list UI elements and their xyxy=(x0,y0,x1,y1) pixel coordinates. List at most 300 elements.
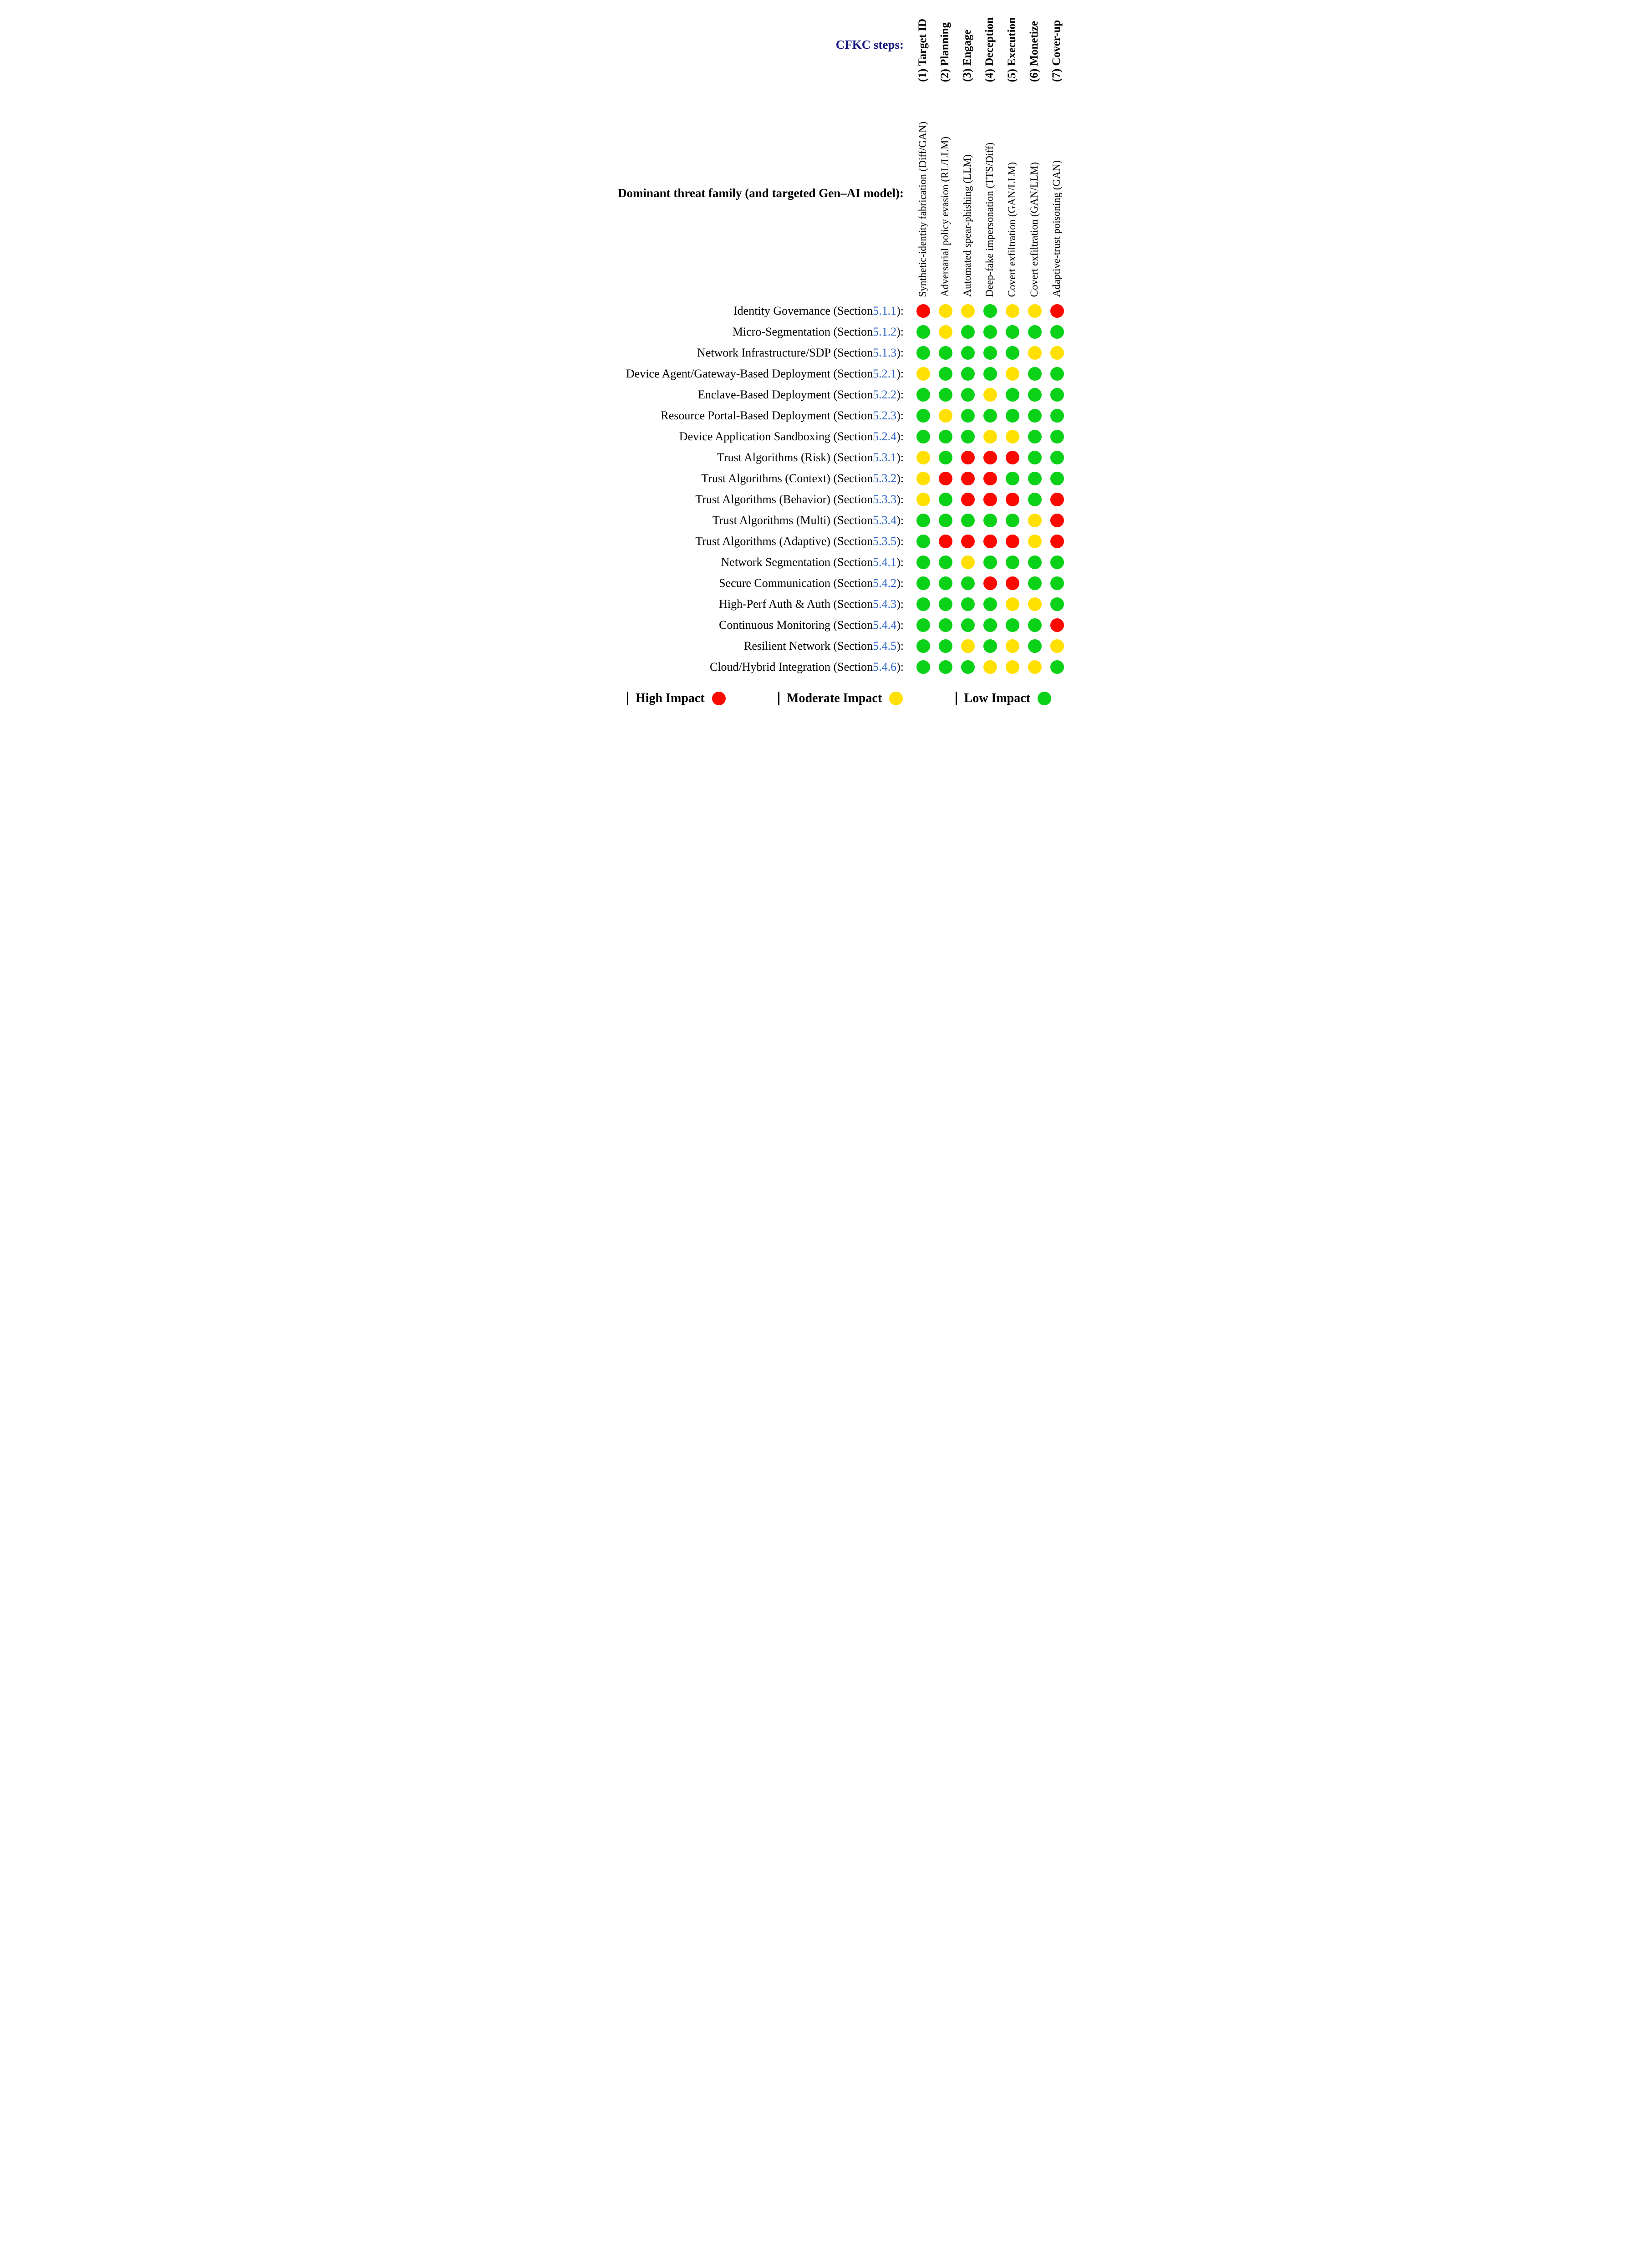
impact-cell xyxy=(912,321,934,342)
cfkc-step-cell xyxy=(1046,4,1068,86)
impact-dot-moderate xyxy=(916,472,930,485)
impact-cell xyxy=(1001,405,1023,426)
impact-cell xyxy=(979,342,1001,363)
threat-family-label: Covert exfiltration (GAN/LLM) xyxy=(1028,162,1040,297)
impact-cell xyxy=(1046,594,1068,615)
impact-dot-low xyxy=(1028,639,1042,653)
impact-cell xyxy=(1023,301,1046,321)
section-link[interactable]: 5.4.2 xyxy=(873,576,897,590)
impact-dot-high xyxy=(961,535,975,548)
impact-cell xyxy=(1001,342,1023,363)
impact-cell xyxy=(912,301,934,321)
impact-dot-low xyxy=(1028,409,1042,423)
impact-cell xyxy=(912,405,934,426)
impact-dot-low xyxy=(1006,346,1019,360)
impact-cell xyxy=(1023,510,1046,531)
defense-label-suffix: ): xyxy=(896,346,904,359)
defense-label-suffix: ): xyxy=(896,409,904,422)
impact-dot-low xyxy=(939,346,952,360)
impact-dot-moderate xyxy=(1028,514,1042,527)
section-link[interactable]: 5.1.3 xyxy=(873,346,897,359)
impact-cell xyxy=(957,510,979,531)
threat-family-cell xyxy=(1023,86,1046,301)
impact-cell xyxy=(979,301,1001,321)
impact-dot-moderate xyxy=(983,430,997,443)
impact-cell xyxy=(979,510,1001,531)
impact-cell xyxy=(957,301,979,321)
section-link[interactable]: 5.2.1 xyxy=(873,367,897,380)
impact-cell xyxy=(1001,552,1023,573)
legend-divider-bar xyxy=(956,692,957,705)
impact-cell xyxy=(1023,615,1046,636)
section-link[interactable]: 5.4.3 xyxy=(873,597,897,611)
defense-label-suffix: ): xyxy=(896,388,904,401)
impact-cell xyxy=(934,405,957,426)
defense-row-label xyxy=(565,342,912,363)
impact-cell xyxy=(1001,447,1023,468)
impact-dot-low xyxy=(1006,514,1019,527)
impact-dot-high xyxy=(961,493,975,506)
impact-cell xyxy=(957,636,979,657)
impact-dot-low xyxy=(939,493,952,506)
defense-label-suffix: ): xyxy=(896,472,904,485)
impact-cell xyxy=(957,384,979,405)
impact-dot-low xyxy=(916,660,930,674)
section-link[interactable]: 5.3.5 xyxy=(873,535,897,548)
defense-name-text: Trust Algorithms (Context) (Section xyxy=(701,472,873,485)
section-link[interactable]: 5.2.4 xyxy=(873,430,897,443)
defense-label-suffix: ): xyxy=(896,514,904,527)
impact-cell xyxy=(1001,321,1023,342)
impact-cell xyxy=(979,384,1001,405)
cfkc-step-cell xyxy=(957,4,979,86)
impact-cell xyxy=(957,342,979,363)
impact-cell xyxy=(934,510,957,531)
cfkc-step-label: (4) Deception xyxy=(983,17,996,82)
impact-cell xyxy=(1046,426,1068,447)
impact-cell xyxy=(912,552,934,573)
section-link[interactable]: 5.3.2 xyxy=(873,472,897,485)
impact-dot-moderate xyxy=(1028,346,1042,360)
legend-label-moderate: Moderate Impact xyxy=(787,691,882,705)
impact-cell xyxy=(1046,552,1068,573)
impact-cell xyxy=(979,594,1001,615)
impact-cell xyxy=(1046,384,1068,405)
defense-label-suffix: ): xyxy=(896,493,904,506)
threat-family-cell xyxy=(979,86,1001,301)
defense-label-suffix: ): xyxy=(896,535,904,548)
impact-cell xyxy=(912,384,934,405)
impact-dot-low xyxy=(1028,576,1042,590)
impact-dot-low xyxy=(1050,660,1064,674)
impact-cell xyxy=(1001,301,1023,321)
impact-cell xyxy=(979,468,1001,489)
impact-dot-low xyxy=(939,597,952,611)
impact-dot-low xyxy=(983,556,997,569)
impact-dot-low xyxy=(983,639,997,653)
impact-cell xyxy=(957,657,979,678)
impact-cell xyxy=(1001,384,1023,405)
impact-dot-low xyxy=(916,514,930,527)
impact-cell xyxy=(934,426,957,447)
impact-dot-high xyxy=(983,451,997,464)
impact-dot-low xyxy=(1050,367,1064,381)
impact-dot-low xyxy=(1050,388,1064,402)
impact-dot-low xyxy=(916,325,930,339)
impact-cell xyxy=(1046,321,1068,342)
impact-cell xyxy=(957,594,979,615)
impact-cell xyxy=(1023,636,1046,657)
defense-name-text: Enclave-Based Deployment (Section xyxy=(698,388,873,401)
impact-dot-low xyxy=(983,346,997,360)
threat-family-cell xyxy=(1046,86,1068,301)
impact-cell xyxy=(934,636,957,657)
impact-dot-moderate xyxy=(961,556,975,569)
impact-dot-moderate xyxy=(1028,660,1042,674)
impact-cell xyxy=(1023,363,1046,384)
impact-dot-low xyxy=(1028,367,1042,381)
impact-cell xyxy=(1023,489,1046,510)
impact-dot-low xyxy=(961,576,975,590)
impact-cell xyxy=(1046,657,1068,678)
impact-cell xyxy=(957,363,979,384)
defense-label-suffix: ): xyxy=(896,430,904,443)
cfkc-step-label: (5) Execution xyxy=(1006,17,1018,82)
defense-name-text: Resource Portal-Based Deployment (Section xyxy=(661,409,873,422)
impact-cell xyxy=(1001,426,1023,447)
impact-cell xyxy=(934,594,957,615)
impact-dot-low xyxy=(1006,325,1019,339)
cfkc-step-cell xyxy=(912,4,934,86)
section-link[interactable]: 5.3.1 xyxy=(873,451,897,464)
impact-dot-high xyxy=(961,451,975,464)
impact-cell xyxy=(1046,447,1068,468)
impact-cell xyxy=(957,573,979,594)
threat-family-cell xyxy=(957,86,979,301)
impact-dot-low xyxy=(1050,472,1064,485)
defense-name-text: Cloud/Hybrid Integration (Section xyxy=(709,660,873,673)
impact-cell xyxy=(1046,301,1068,321)
impact-dot-low xyxy=(916,597,930,611)
impact-dot-low xyxy=(961,325,975,339)
impact-cell xyxy=(1001,615,1023,636)
impact-cell xyxy=(912,447,934,468)
impact-dot-low xyxy=(961,409,975,423)
impact-cell xyxy=(1001,636,1023,657)
impact-dot-low xyxy=(1050,409,1064,423)
impact-cell xyxy=(1001,363,1023,384)
defense-row-label xyxy=(565,468,912,489)
impact-dot-low xyxy=(983,325,997,339)
section-link[interactable]: 5.4.4 xyxy=(873,618,897,632)
defense-row-label xyxy=(565,405,912,426)
impact-cell xyxy=(979,447,1001,468)
threat-family-label: Adversarial policy evasion (RL/LLM) xyxy=(939,137,951,297)
impact-cell xyxy=(1023,468,1046,489)
impact-cell xyxy=(1046,342,1068,363)
impact-cell xyxy=(979,363,1001,384)
impact-dot-moderate xyxy=(1006,367,1019,381)
defense-row-label xyxy=(565,384,912,405)
impact-dot-low xyxy=(961,346,975,360)
impact-dot-moderate xyxy=(1006,639,1019,653)
impact-cell xyxy=(1046,531,1068,552)
impact-cell xyxy=(1023,342,1046,363)
impact-dot-moderate xyxy=(1006,304,1019,318)
impact-dot-low xyxy=(1028,472,1042,485)
defense-row-label xyxy=(565,531,912,552)
impact-matrix xyxy=(565,4,1084,678)
threat-family-label: Automated spear-phishing (LLM) xyxy=(962,154,973,297)
impact-cell xyxy=(957,531,979,552)
impact-cell xyxy=(957,426,979,447)
legend-dot-moderate xyxy=(889,692,903,705)
impact-dot-high xyxy=(1006,493,1019,506)
impact-cell xyxy=(979,657,1001,678)
legend-label-high: High Impact xyxy=(636,691,705,705)
impact-cell xyxy=(912,426,934,447)
defense-name-text: Device Application Sandboxing (Section xyxy=(679,430,873,443)
legend-label-low: Low Impact xyxy=(964,691,1030,705)
section-link[interactable]: 5.4.6 xyxy=(873,660,897,673)
impact-legend xyxy=(565,678,1084,706)
impact-cell xyxy=(1046,510,1068,531)
impact-dot-low xyxy=(1050,430,1064,443)
impact-dot-low xyxy=(983,597,997,611)
impact-cell xyxy=(912,657,934,678)
defense-row-label xyxy=(565,447,912,468)
impact-dot-moderate xyxy=(1050,346,1064,360)
impact-cell xyxy=(1023,447,1046,468)
impact-dot-low xyxy=(916,556,930,569)
impact-dot-low xyxy=(939,514,952,527)
defense-row-label xyxy=(565,615,912,636)
impact-dot-moderate xyxy=(961,304,975,318)
impact-cell xyxy=(912,615,934,636)
impact-dot-low xyxy=(916,535,930,548)
impact-dot-low xyxy=(1006,472,1019,485)
impact-dot-moderate xyxy=(1050,639,1064,653)
defense-row-label xyxy=(565,552,912,573)
cfkc-step-label: (1) Target ID xyxy=(916,19,929,82)
section-link[interactable]: 5.4.5 xyxy=(873,639,897,652)
impact-dot-low xyxy=(1050,576,1064,590)
defense-row-label xyxy=(565,363,912,384)
impact-cell xyxy=(912,594,934,615)
impact-dot-low xyxy=(983,618,997,632)
section-link[interactable]: 5.1.2 xyxy=(873,325,897,338)
impact-cell xyxy=(1001,531,1023,552)
impact-cell xyxy=(934,552,957,573)
defense-name-text: Network Segmentation (Section xyxy=(721,556,873,569)
impact-dot-low xyxy=(983,304,997,318)
threat-family-label: Deep-fake impersonation (TTS/Diff) xyxy=(984,142,996,297)
impact-dot-moderate xyxy=(939,409,952,423)
defense-label-suffix: ): xyxy=(896,639,904,652)
defense-label-suffix: ): xyxy=(896,451,904,464)
impact-cell xyxy=(1023,405,1046,426)
impact-cell xyxy=(1046,573,1068,594)
impact-cell xyxy=(934,573,957,594)
impact-dot-high xyxy=(983,535,997,548)
impact-cell xyxy=(934,342,957,363)
impact-dot-high xyxy=(939,535,952,548)
impact-dot-moderate xyxy=(1028,304,1042,318)
cfkc-step-cell xyxy=(1001,4,1023,86)
impact-dot-low xyxy=(1006,556,1019,569)
impact-dot-high xyxy=(916,304,930,318)
defense-name-text: Continuous Monitoring (Section xyxy=(719,618,873,632)
impact-dot-low xyxy=(916,388,930,402)
impact-cell xyxy=(1023,531,1046,552)
defense-label-suffix: ): xyxy=(896,556,904,569)
impact-dot-low xyxy=(939,451,952,464)
impact-dot-low xyxy=(1006,409,1019,423)
cfkc-step-cell xyxy=(934,4,957,86)
threat-family-cell xyxy=(912,86,934,301)
impact-dot-low xyxy=(939,430,952,443)
impact-dot-low xyxy=(1050,451,1064,464)
impact-cell xyxy=(957,447,979,468)
legend-item-low xyxy=(956,691,1051,706)
legend-item-high xyxy=(627,691,726,706)
impact-cell xyxy=(912,363,934,384)
legend-item-moderate xyxy=(778,691,903,706)
impact-dot-low xyxy=(961,618,975,632)
impact-cell xyxy=(979,573,1001,594)
impact-cell xyxy=(957,468,979,489)
impact-dot-low xyxy=(939,660,952,674)
cfkc-step-cell xyxy=(1023,4,1046,86)
impact-dot-high xyxy=(1006,535,1019,548)
legend-divider-bar xyxy=(778,692,779,705)
impact-cell xyxy=(1023,657,1046,678)
impact-dot-moderate xyxy=(916,451,930,464)
impact-cell xyxy=(957,405,979,426)
defense-label-suffix: ): xyxy=(896,325,904,338)
defense-label-suffix: ): xyxy=(896,597,904,611)
impact-dot-high xyxy=(1050,618,1064,632)
cfkc-steps-header: CFKC steps: xyxy=(835,37,904,51)
impact-dot-low xyxy=(961,367,975,381)
impact-dot-low xyxy=(916,576,930,590)
impact-dot-low xyxy=(939,576,952,590)
impact-cell xyxy=(1046,468,1068,489)
section-link[interactable]: 5.2.2 xyxy=(873,388,897,401)
legend-dot-high xyxy=(712,692,726,705)
impact-cell xyxy=(1023,573,1046,594)
impact-dot-low xyxy=(983,367,997,381)
impact-cell xyxy=(912,531,934,552)
defense-name-text: Trust Algorithms (Risk) (Section xyxy=(717,451,873,464)
impact-cell xyxy=(979,552,1001,573)
impact-cell xyxy=(934,321,957,342)
impact-dot-low xyxy=(961,660,975,674)
impact-cell xyxy=(934,531,957,552)
impact-cell xyxy=(934,489,957,510)
impact-dot-low xyxy=(961,430,975,443)
impact-cell xyxy=(1001,657,1023,678)
impact-dot-high xyxy=(1006,451,1019,464)
impact-dot-low xyxy=(916,639,930,653)
impact-cell xyxy=(957,321,979,342)
impact-dot-high xyxy=(961,472,975,485)
impact-dot-low xyxy=(1028,493,1042,506)
impact-cell xyxy=(912,510,934,531)
impact-cell xyxy=(1023,321,1046,342)
threat-family-header: Dominant threat family (and targeted Gen–AI model): xyxy=(618,186,904,200)
impact-dot-moderate xyxy=(916,367,930,381)
impact-cell xyxy=(934,301,957,321)
impact-cell xyxy=(912,342,934,363)
impact-cell xyxy=(934,615,957,636)
impact-cell xyxy=(934,363,957,384)
impact-dot-low xyxy=(916,430,930,443)
impact-dot-high xyxy=(1006,576,1019,590)
impact-dot-moderate xyxy=(939,304,952,318)
impact-cell xyxy=(979,636,1001,657)
section-link[interactable]: 5.3.3 xyxy=(873,493,897,506)
impact-dot-moderate xyxy=(983,660,997,674)
defense-label-suffix: ): xyxy=(896,304,904,317)
impact-cell xyxy=(934,384,957,405)
impact-dot-moderate xyxy=(1028,535,1042,548)
impact-cell xyxy=(912,489,934,510)
threat-family-cell xyxy=(934,86,957,301)
cfkc-step-label: (7) Cover-up xyxy=(1050,20,1063,82)
impact-cell xyxy=(979,615,1001,636)
impact-cell xyxy=(1046,489,1068,510)
impact-dot-low xyxy=(1050,556,1064,569)
defense-row-label xyxy=(565,489,912,510)
section-link[interactable]: 5.2.3 xyxy=(873,409,897,422)
defense-label-suffix: ): xyxy=(896,660,904,673)
defense-name-text: Network Infrastructure/SDP (Section xyxy=(697,346,873,359)
impact-cell xyxy=(934,447,957,468)
impact-cell xyxy=(1001,510,1023,531)
impact-dot-high xyxy=(1050,535,1064,548)
impact-cell xyxy=(1046,405,1068,426)
section-link[interactable]: 5.3.4 xyxy=(873,514,897,527)
defense-row-label xyxy=(565,594,912,615)
impact-dot-low xyxy=(1028,618,1042,632)
impact-cell xyxy=(912,636,934,657)
impact-dot-high xyxy=(983,576,997,590)
threat-family-label: Covert exfiltration (GAN/LLM) xyxy=(1006,162,1018,297)
section-link[interactable]: 5.4.1 xyxy=(873,556,897,569)
defense-name-text: Trust Algorithms (Behavior) (Section xyxy=(695,493,873,506)
impact-dot-moderate xyxy=(1006,660,1019,674)
impact-dot-moderate xyxy=(1006,597,1019,611)
defense-name-text: Secure Communication (Section xyxy=(719,576,873,590)
cfkc-impact-figure xyxy=(565,0,1084,715)
impact-dot-low xyxy=(916,409,930,423)
impact-dot-low xyxy=(1028,451,1042,464)
impact-cell xyxy=(979,426,1001,447)
cfkc-step-label: (3) Engage xyxy=(961,30,974,82)
threat-family-cell xyxy=(1001,86,1023,301)
impact-cell xyxy=(979,321,1001,342)
impact-cell xyxy=(1001,489,1023,510)
impact-cell xyxy=(979,405,1001,426)
impact-cell xyxy=(1046,636,1068,657)
defense-label-suffix: ): xyxy=(896,576,904,590)
impact-cell xyxy=(979,489,1001,510)
cfkc-step-cell xyxy=(979,4,1001,86)
impact-cell xyxy=(1023,426,1046,447)
section-link[interactable]: 5.1.1 xyxy=(873,304,897,317)
impact-dot-low xyxy=(1050,597,1064,611)
